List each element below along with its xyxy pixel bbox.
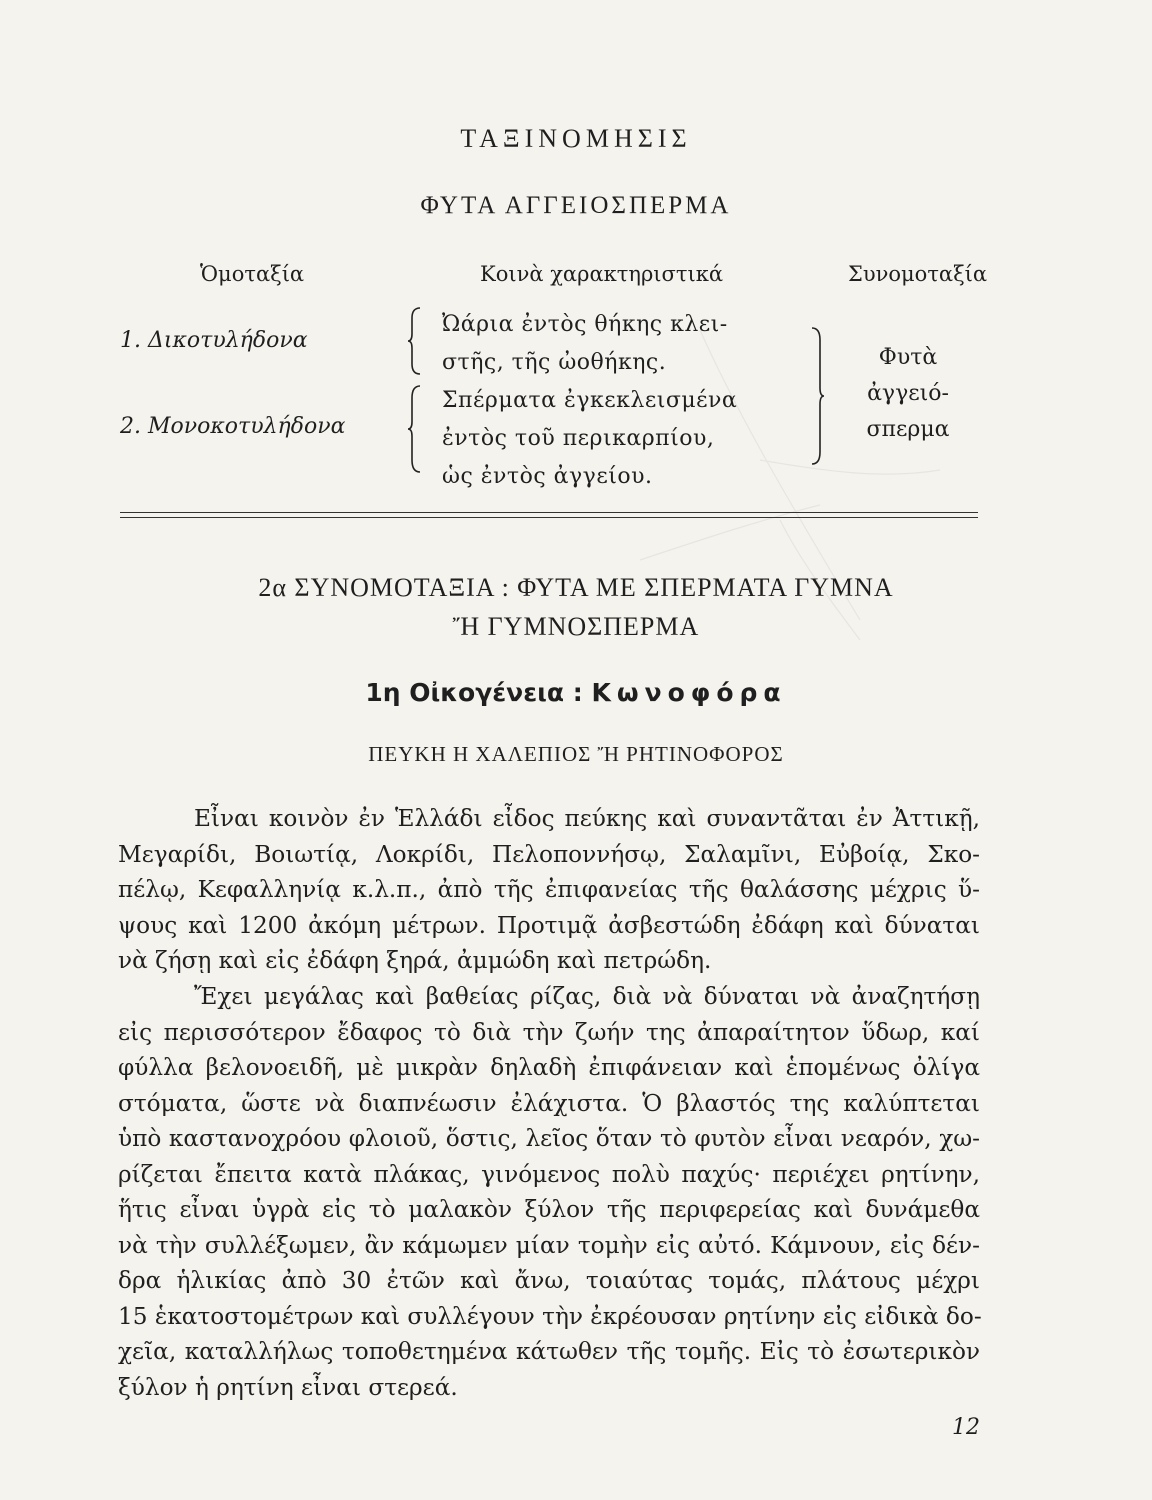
text-line: πέλῳ, Κεφαλληνίᾳ κ.λ.π., ἀπὸ τῆς ἐπιφανείας τῆς θαλάσσης μέχρις ὕ- bbox=[118, 876, 980, 903]
divider-top bbox=[120, 512, 978, 513]
class-name-line: ἀγγειό- bbox=[867, 381, 949, 406]
paragraph-description bbox=[118, 979, 980, 1405]
common-features bbox=[442, 306, 782, 496]
section-heading-line1: 2α ΣΥΝΟΜΟΤΑΞΙΑ : ΦΥΤΑ ΜΕ ΣΠΕΡΜΑΤΑ ΓΥΜΝΑ bbox=[258, 573, 894, 602]
text-line: στόματα, ὥστε νὰ διαπνέωσιν ἐλάχιστα. Ὁ βλαστός της καλύπτεται bbox=[118, 1089, 980, 1117]
text-line: ξύλον ἡ ρητίνη εἶναι στερεά. bbox=[118, 1373, 458, 1401]
species-title: ΠΕΥΚΗ Η ΧΑΛΕΠΙΟΣ Ἤ ΡΗΤΙΝΟΦΟΡΟΣ bbox=[368, 742, 784, 766]
text-line: χεῖα, καταλλήλως τοποθετημένα κάτωθεν τῆς τομῆς. Εἰς τὸ ἐσωτερικὸν bbox=[118, 1338, 980, 1365]
order-monocotyledons: 2. Μονοκοτυλήδονα bbox=[120, 414, 346, 439]
text-line: ὑπὸ καστανοχρόου φλοιοῦ, ὅστις, λεῖος ὅταν τὸ φυτὸν εἶναι νεαρόν, χω- bbox=[118, 1125, 980, 1152]
class-name-line: σπερμα bbox=[866, 417, 950, 442]
feature-line: ἐντὸς τοῦ περικαρπίου, bbox=[442, 426, 715, 451]
right-brace bbox=[810, 326, 824, 466]
family-heading bbox=[0, 678, 1152, 707]
column-features-header: Κοινὰ χαρακτηριστικά bbox=[480, 262, 724, 286]
left-brace-2 bbox=[408, 384, 422, 474]
text-line: ρίζεται ἔπειτα κατὰ πλάκας, γινόμενος πολὺ παχύς· περιέχει ρητίνην, bbox=[118, 1160, 980, 1188]
divider-bottom bbox=[120, 517, 978, 518]
classification-subtitle: ΦΥΤΑ ΑΓΓΕΙΟΣΠΕΡΜΑ bbox=[420, 192, 732, 219]
column-class-header: Συνομοταξία bbox=[848, 262, 988, 286]
text-line: δρα ἡλικίας ἀπὸ 30 ἐτῶν καὶ ἄνω, τοιαύτας τομάς, πλάτους μέχρι bbox=[118, 1267, 980, 1294]
text-line: ψους καὶ 1200 ἀκόμη μέτρων. Προτιμᾷ ἀσβεστώδη ἐδάφη καὶ δύναται bbox=[118, 911, 980, 939]
feature-line: Σπέρματα ἐγκεκλεισμένα bbox=[442, 388, 738, 413]
feature-line: Ὠάρια ἐντὸς θήκης κλει- bbox=[442, 312, 728, 337]
text-line: εἰς περισσότερον ἔδαφος τὸ διὰ τὴν ζωήν της ἀπαραίτητον ὕδωρ, καί bbox=[118, 1018, 980, 1046]
feature-line: στῆς, τῆς ὠοθήκης. bbox=[442, 350, 667, 375]
classification-title: ΤΑΞΙΝΟΜΗΣΙΣ bbox=[460, 124, 692, 153]
class-name bbox=[838, 340, 978, 448]
text-line: 15 ἑκατοστομέτρων καὶ συλλέγουν τὴν ἐκρέουσαν ρητίνην εἰς εἰδικὰ δο- bbox=[118, 1302, 982, 1330]
text-line: νὰ τὴν συλλέξωμεν, ἂν κάμωμεν μίαν τομὴν εἰς αὐτό. Κάμνουν, εἰς δέν- bbox=[118, 1231, 980, 1259]
text-line: φύλλα βελονοειδῆ, μὲ μικρὰν δηλαδὴ ἐπιφάνειαν καὶ ἑπομένως ὀλίγα bbox=[118, 1054, 980, 1081]
class-name-line: Φυτὰ bbox=[878, 345, 938, 370]
family-prefix: 1η Οἰκογένεια : bbox=[365, 678, 583, 707]
section-heading-line2: Ἤ ΓΥΜΝΟΣΠΕΡΜΑ bbox=[452, 612, 700, 641]
order-dicotyledons: 1. Δικοτυλήδονα bbox=[120, 328, 308, 353]
page-number: 12 bbox=[952, 1415, 980, 1440]
text-line: Ἔχει μεγάλας καὶ βαθείας ρίζας, διὰ νὰ δύναται νὰ ἀναζητήσῃ bbox=[194, 983, 980, 1010]
text-line: Μεγαρίδι, Βοιωτίᾳ, Λοκρίδι, Πελοποννήσῳ, Σαλαμῖνι, Εὐβοίᾳ, Σκο- bbox=[118, 840, 980, 868]
text-line: Εἶναι κοινὸν ἐν Ἑλλάδι εἶδος πεύκης καὶ συναντᾶται ἐν Ἀττικῇ, bbox=[194, 805, 980, 832]
left-brace-1 bbox=[408, 306, 422, 376]
paragraph-distribution bbox=[118, 801, 980, 979]
text-line: νὰ ζήσῃ καὶ εἰς ἐδάφη ξηρά, ἀμμώδη καὶ πετρώδη. bbox=[118, 947, 712, 974]
text-line: ἥτις εἶναι ὑγρὰ εἰς τὸ μαλακὸν ξύλον τῆς περιφερείας καὶ δυνάμεθα bbox=[118, 1196, 980, 1223]
family-name: Κωνοφόρα bbox=[591, 678, 787, 707]
feature-line: ὡς ἐντὸς ἀγγείου. bbox=[442, 464, 653, 489]
column-order-header: Ὁμοταξία bbox=[200, 262, 305, 286]
